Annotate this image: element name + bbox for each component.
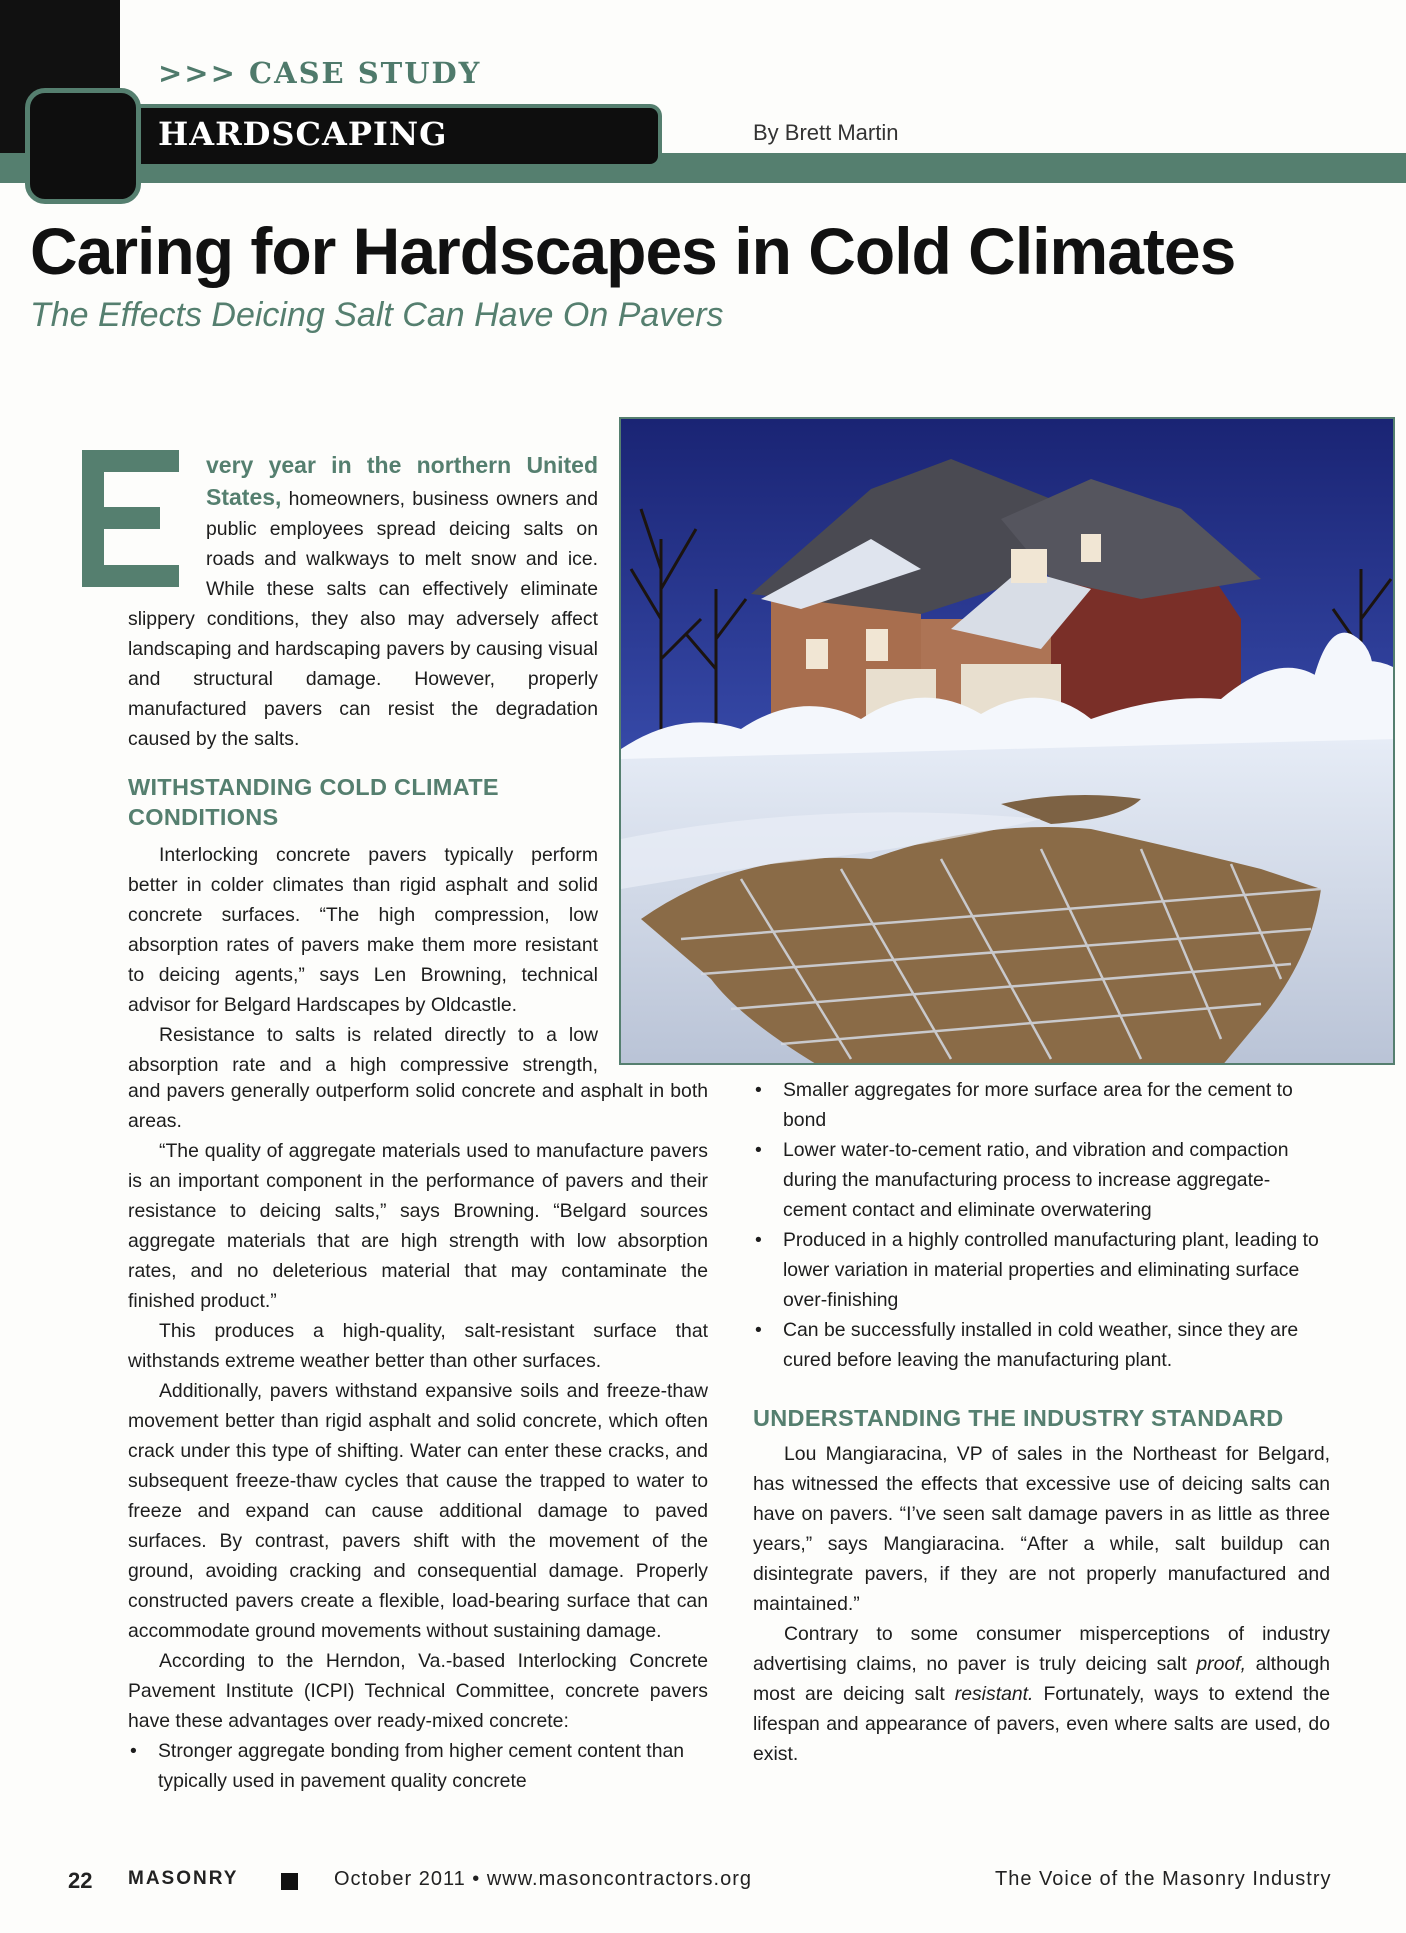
paragraph: and pavers generally outperform solid concrete and asphalt in both areas. (128, 1080, 708, 1132)
article-title: Caring for Hardscapes in Cold Climates (30, 214, 1236, 288)
article-subtitle: The Effects Deicing Salt Can Have On Pavers (30, 296, 724, 334)
right-column (753, 1075, 1330, 1769)
list-item: • Stronger aggregate bonding from higher cement content than typically used in pavement quality concrete (128, 1736, 708, 1796)
list-item: • Can be successfully installed in cold weather, since they are cured before leaving the manufacturing plant. (753, 1315, 1330, 1375)
heading-industry-standard: UNDERSTANDING THE INDUSTRY STANDARD (753, 1405, 1284, 1431)
intro-lead: very year in the northern United States, (206, 452, 598, 510)
intro-paragraph: very year in the northern United States, homeowners, business owners and public employees spread deicing salts on roads and walkways to melt snow and ice. While these salts can effectively eliminate slippery conditions, they also may adversely affect landscaping and hardscaping pavers by causing visual and structural damage. However, properly manufactured pavers can resist the degradation caused by the salts. (128, 452, 598, 750)
list-item: • Smaller aggregates for more surface area for the cement to bond (753, 1075, 1330, 1135)
page-number: 22 (68, 1868, 93, 1893)
magazine-name: MASONRY (128, 1868, 239, 1889)
heading-cold-climate: WITHSTANDING COLD CLIMATE CONDITIONS (128, 774, 499, 830)
byline: By Brett Martin (753, 120, 899, 145)
left-column-bottom (128, 1076, 708, 1796)
advantages-list-part2 (753, 1075, 1330, 1375)
footer-tagline: The Voice of the Masonry Industry (995, 1868, 1332, 1890)
list-item: • Lower water-to-cement ratio, and vibration and compaction during the manufacturing process to increase aggregate-cement contact and eliminate overwatering (753, 1135, 1330, 1225)
paragraph: “The quality of aggregate materials used to manufacture pavers is an important component in the performance of pavers and their resistance to deicing salts,” says Browning. “Belgard sources aggregate materials that are high strength with low absorption rates, and no deleterious material that may contaminate the finished product.” (128, 1140, 708, 1312)
list-item: • Produced in a highly controlled manufacturing plant, leading to lower variation in material properties and eliminating surface over-finishing (753, 1225, 1330, 1315)
intro-column (128, 450, 598, 754)
advantages-list-part1 (128, 1736, 708, 1796)
section-label: HARDSCAPING (158, 115, 448, 153)
paragraph: Interlocking concrete pavers typically perform better in colder climates than rigid asphalt and solid concrete surfaces. “The high compression, low absorption rates of pavers make them more resistant to deicing agents,” says Len Browning, technical advisor for Belgard Hardscapes by Oldcastle. (128, 844, 598, 1016)
section-icon-box (25, 88, 141, 204)
case-study-kicker: >>> CASE STUDY (158, 56, 482, 90)
paragraph: Lou Mangiaracina, VP of sales in the Northeast for Belgard, has witnessed the effects that excessive use of deicing salts can have on pavers. “I’ve seen salt damage pavers in as little as three years,” says Mangiaracina. “After a while, salt buildup can disintegrate pavers, if they are not properly manufactured and maintained.” (753, 1443, 1330, 1615)
footer-square-icon (281, 1873, 298, 1890)
paragraph: Additionally, pavers withstand expansive soils and freeze-thaw movement better than rigid asphalt and solid concrete, which often crack under this type of shifting. Water can enter these cracks, and subsequent freeze-thaw cycles that cause the trapped to water to freeze and expand can cause additional damage to paved surfaces. By contrast, pavers shift with the movement of the ground, avoiding cracking and consequential damage. Properly constructed pavers create a flexible, load-bearing surface that can accommodate ground movements without sustaining damage. (128, 1380, 708, 1642)
paragraph: Contrary to some consumer misperceptions of industry advertising claims, no paver is truly deicing salt proof, although most are deicing salt resistant. Fortunately, ways to extend the lifespan and appearance of pavers, even where salts are used, do exist. (753, 1623, 1330, 1765)
paragraph: This produces a high-quality, salt-resistant surface that withstands extreme weather better than other surfaces. (128, 1320, 708, 1372)
left-column-top (128, 772, 598, 1080)
issue-info: October 2011 • www.masoncontractors.org (334, 1868, 753, 1890)
photo-illustration (621, 419, 1395, 1065)
snowy-house-photo (619, 417, 1395, 1065)
paragraph: Resistance to salts is related directly to a low absorption rate and a high compressive strength, (128, 1024, 598, 1076)
paragraph: According to the Herndon, Va.-based Interlocking Concrete Pavement Institute (ICPI) Technical Committee, concrete pavers have these advantages over ready-mixed concrete: (128, 1650, 708, 1732)
